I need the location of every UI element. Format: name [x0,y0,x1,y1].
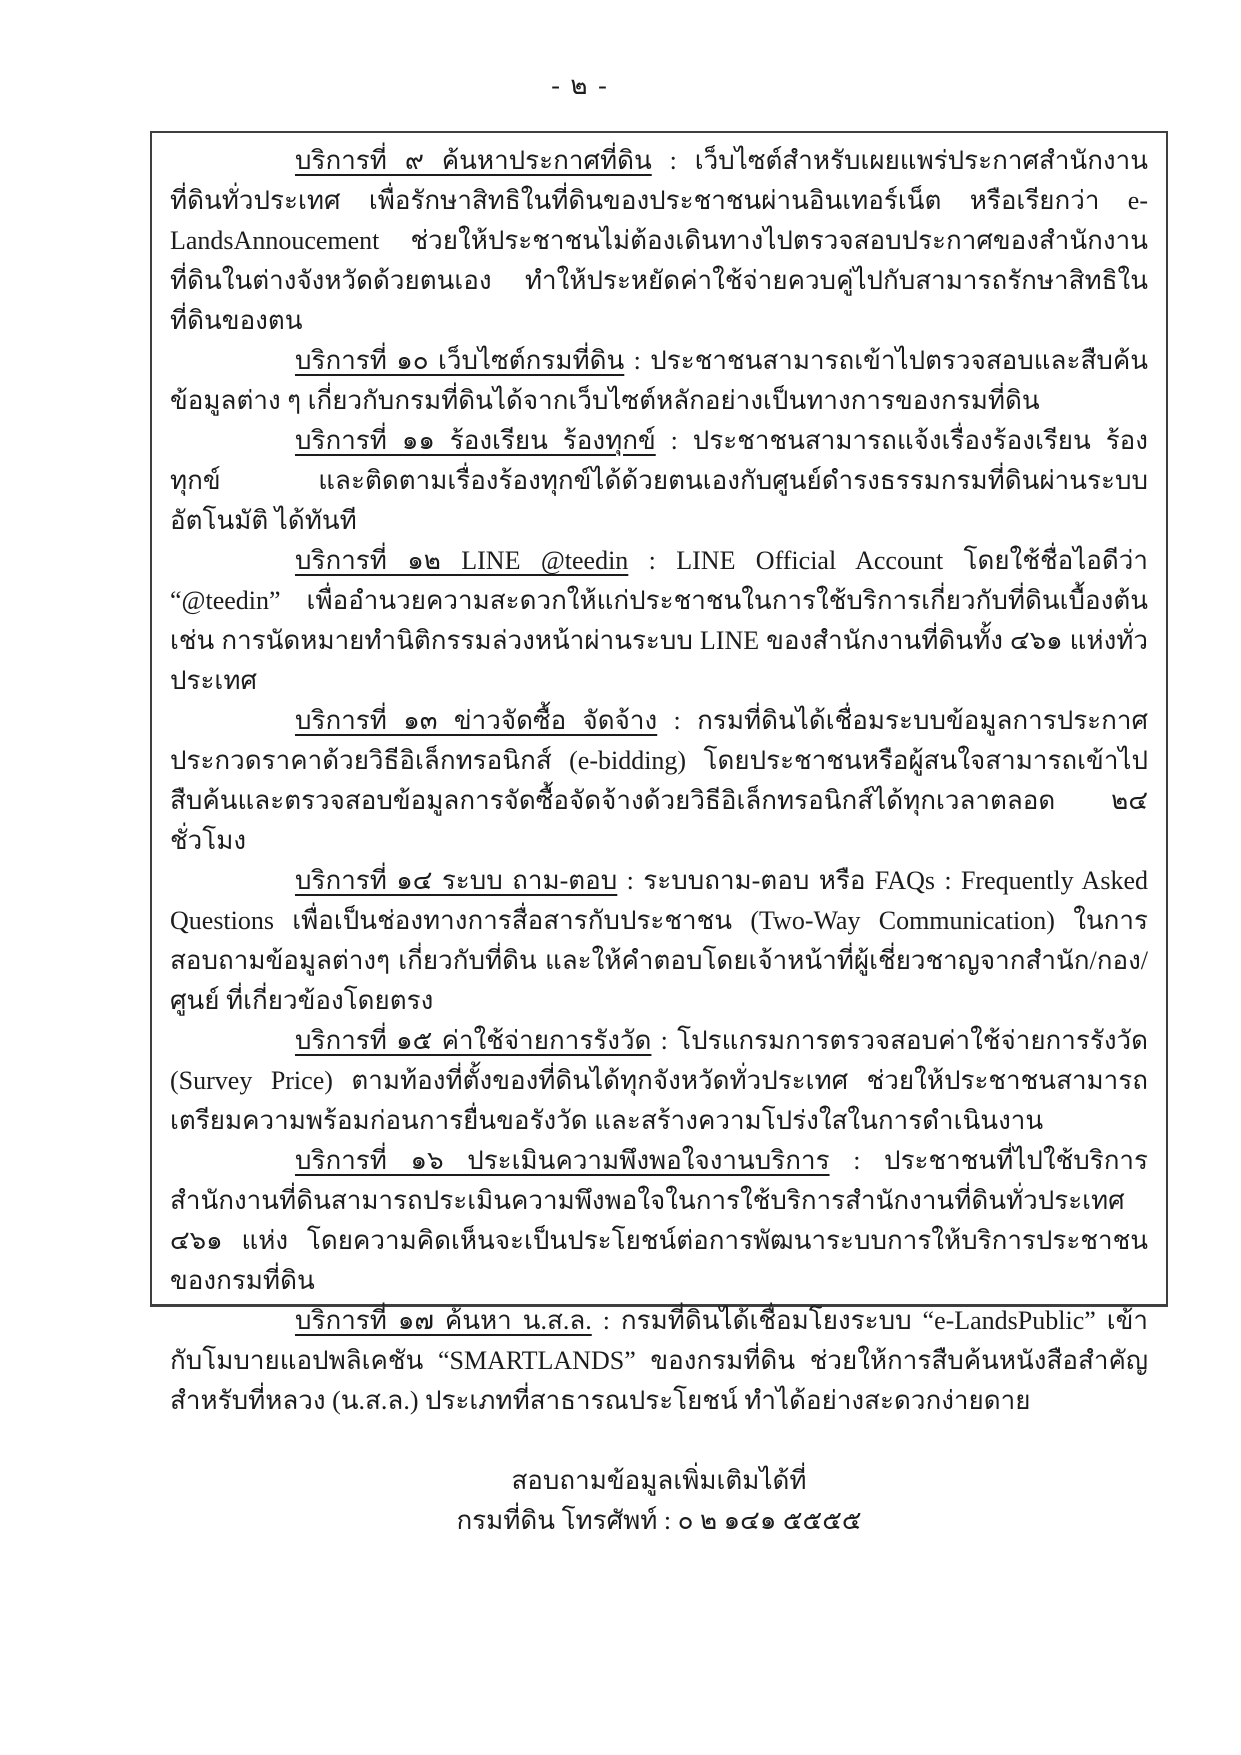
service-heading-9: บริการที่ ๙ ค้นหาประกาศที่ดิน [295,146,652,175]
service-body-15: : โปรแกรมการตรวจสอบค่าใช้จ่ายการรังวัด (Survey Price) ตามท้องที่ตั้งของที่ดินได้ทุกจังหวัดทั่วประเทศ ช่วยให้ประชาชนสามารถเตรียมความพร้อมก่อนการยื่นขอรังวัด และสร้างความโปร่งใสในการดำเนินงาน [170,1026,1149,1135]
service-body-13: : กรมที่ดินได้เชื่อมระบบข้อมูลการประกาศประกวดราคาด้วยวิธีอิเล็กทรอนิกส์ (e-bidding) โดยประชาชนหรือผู้สนใจสามารถเข้าไปสืบค้นและตรวจสอบข้อมูลการจัดซื้อจัดจ้างด้วยวิธีอิเล็กทรอนิกส์ได้ทุกเวลาตลอด ๒๔ ชั่วโมง [170,706,1148,855]
service-body-9: : เว็บไซต์สำหรับเผยแพร่ประกาศสำนักงานที่ดินทั่วประเทศ เพื่อรักษาสิทธิในที่ดินของประชาชนผ่านอินเทอร์เน็ต หรือเรียกว่า e-LandsAnnoucement ช่วยให้ประชาชนไม่ต้องเดินทางไปตรวจสอบประกาศของสำนักงานที่ดินในต่างจังหวัดด้วยตนเอง ทำให้ประหยัดค่าใช้จ่ายควบคู่ไปกับสามารถรักษาสิทธิในที่ดินของตน [170,146,1149,335]
contact-footer-line1: สอบถามข้อมูลเพิ่มเติมได้ที่ [511,1466,807,1495]
service-paragraph-9 [170,141,1148,341]
service-heading-15: บริการที่ ๑๕ ค่าใช้จ่ายการรังวัด [295,1026,652,1055]
service-paragraph-12 [170,541,1148,701]
service-paragraph-10 [170,341,1148,421]
service-paragraph-15 [170,1021,1148,1141]
service-heading-12: บริการที่ ๑๒ LINE @teedin [295,546,629,575]
service-paragraph-11 [170,421,1148,541]
page-number: - ๒ - [551,71,609,100]
service-paragraph-17 [170,1301,1148,1421]
service-heading-10: บริการที่ ๑๐ เว็บไซต์กรมที่ดิน [295,346,625,375]
service-heading-17: บริการที่ ๑๗ ค้นหา น.ส.ล. [295,1306,592,1335]
service-heading-16: บริการที่ ๑๖ ประเมินความพึงพอใจงานบริการ [295,1146,830,1175]
service-heading-14: บริการที่ ๑๔ ระบบ ถาม-ตอบ [295,866,618,895]
service-body-11: : ประชาชนสามารถแจ้งเรื่องร้องเรียน ร้องทุกข์ และติดตามเรื่องร้องทุกข์ได้ด้วยตนเองกับศูนย์ดำรงธรรมกรมที่ดินผ่านระบบอัตโนมัติ ได้ทันที [170,426,1148,535]
service-heading-11: บริการที่ ๑๑ ร้องเรียน ร้องทุกข์ [295,426,656,455]
service-body-17: : กรมที่ดินได้เชื่อมโยงระบบ “e-LandsPublic” เข้ากับโมบายแอปพลิเคชัน “SMARTLANDS” ของกรมที่ดิน ช่วยให้การสืบค้นหนังสือสำคัญสำหรับที่หลวง (น.ส.ล.) ประเภทที่สาธารณประโยชน์ ทำได้อย่างสะดวกง่ายดาย [170,1306,1148,1415]
service-body-14: : ระบบถาม-ตอบ หรือ FAQs : Frequently Asked Questions เพื่อเป็นช่องทางการสื่อสารกับประชาชน (Two-Way Communication) ในการสอบถามข้อมูลต่างๆ เกี่ยวกับที่ดิน และให้คำตอบโดยเจ้าหน้าที่ผู้เชี่ยวชาญจากสำนัก/กอง/ศูนย์ ที่เกี่ยวข้องโดยตรง [170,866,1148,1015]
contact-footer [170,1461,1148,1541]
contact-footer-line2: กรมที่ดิน โทรศัพท์ : ๐ ๒ ๑๔๑ ๕๕๕๕ [456,1506,862,1535]
service-heading-13: บริการที่ ๑๓ ข่าวจัดซื้อ จัดจ้าง [295,706,658,735]
service-paragraph-13 [170,701,1148,861]
service-body-16: : ประชาชนที่ไปใช้บริการสำนักงานที่ดินสามารถประเมินความพึงพอใจในการใช้บริการสำนักงานที่ดินทั่วประเทศ ๔๖๑ แห่ง โดยความคิดเห็นจะเป็นประโยชน์ต่อการพัฒนาระบบการให้บริการประชาชนของกรมที่ดิน [170,1146,1148,1295]
service-body-10: : ประชาชนสามารถเข้าไปตรวจสอบและสืบค้นข้อมูลต่าง ๆ เกี่ยวกับกรมที่ดินได้จากเว็บไซต์หลักอย่างเป็นทางการของกรมที่ดิน [170,346,1148,415]
service-paragraph-14 [170,861,1148,1021]
service-body-12: : LINE Official Account โดยใช้ชื่อไอดีว่า “@teedin” เพื่ออำนวยความสะดวกให้แก่ประชาชนในการใช้บริการเกี่ยวกับที่ดินเบื้องต้น เช่น การนัดหมายทำนิติกรรมล่วงหน้าผ่านระบบ LINE ของสำนักงานที่ดินทั้ง ๔๖๑ แห่งทั่วประเทศ [170,546,1149,695]
content-border-box [150,131,1168,1535]
service-paragraph-16 [170,1141,1148,1301]
